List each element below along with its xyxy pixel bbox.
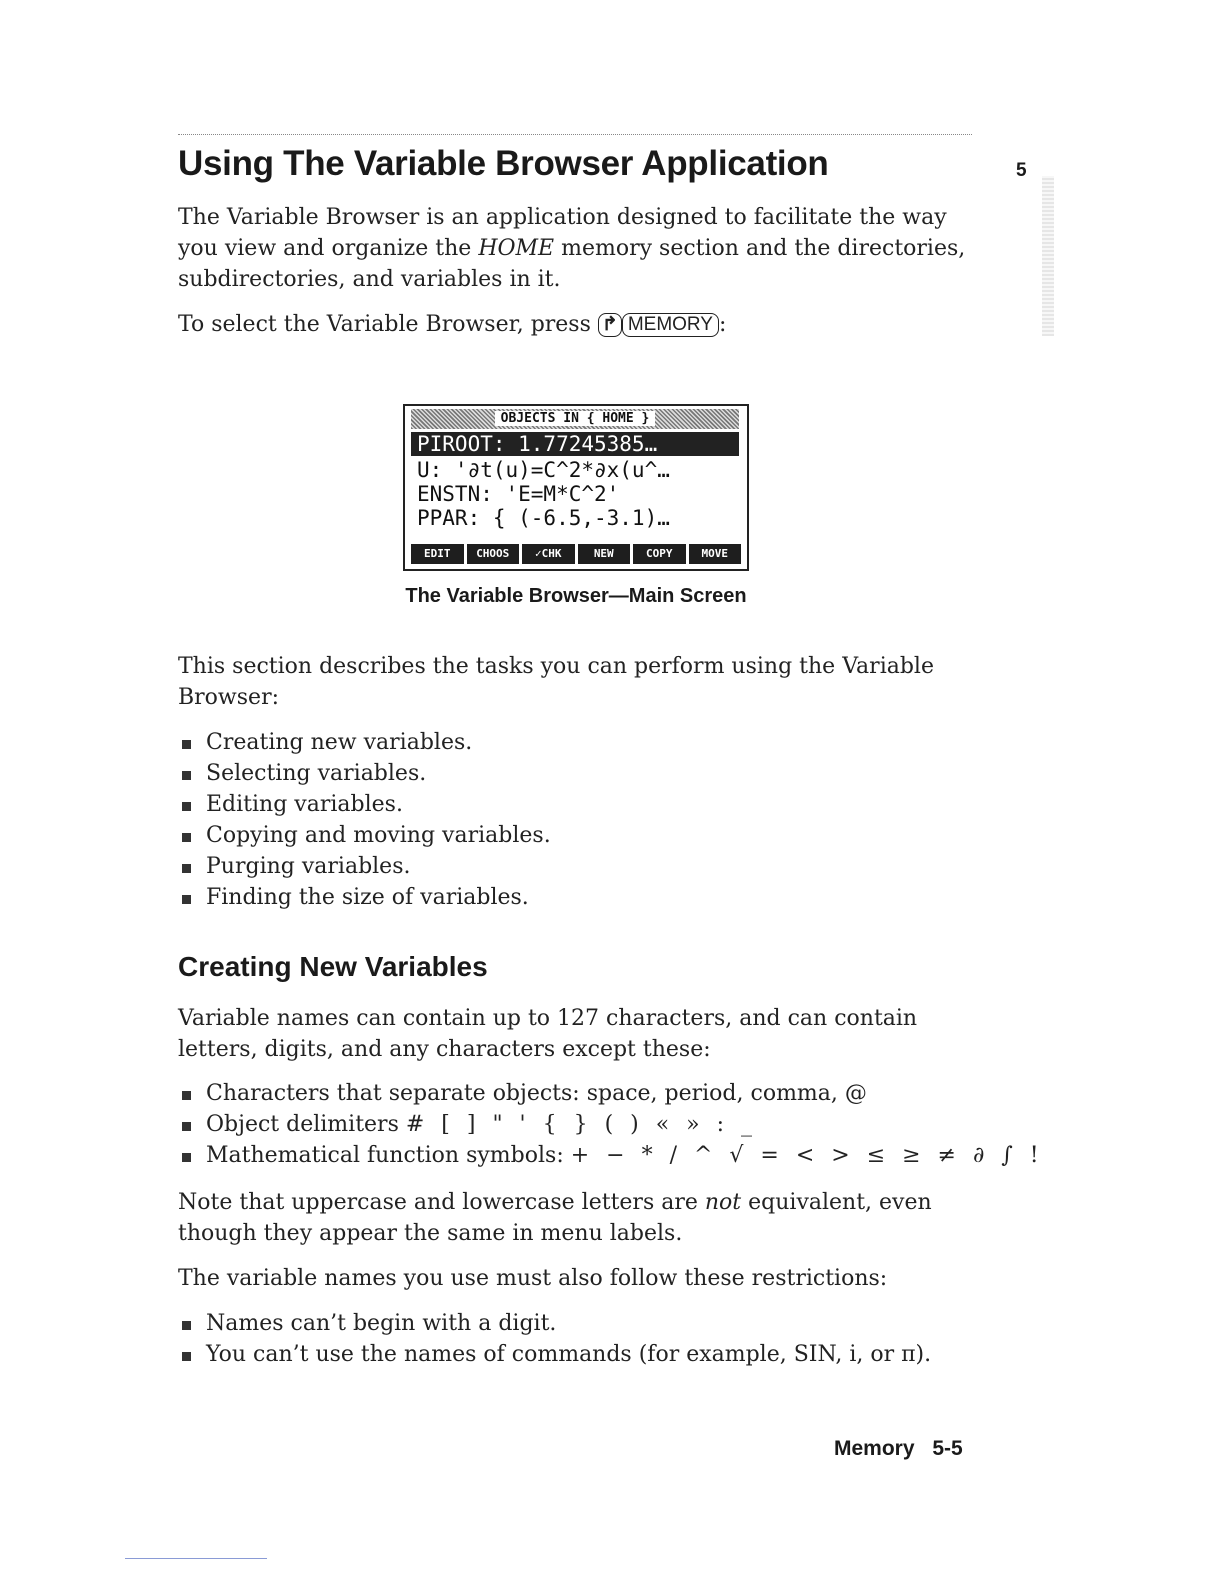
list-item: Names can’t begin with a digit. <box>178 1308 931 1339</box>
softkey-new: NEW <box>578 544 631 564</box>
task-list <box>178 727 551 913</box>
list-item: Mathematical function symbols: + − * / ^ √ = < > ≤ ≥ ≠ ∂ ∫ ! <box>178 1140 1044 1171</box>
names-paragraph: Variable names can contain up to 127 characters, and can contain letters, digits, and any characters except these: <box>178 1006 918 1062</box>
screen-header: OBJECTS IN { HOME } <box>411 409 739 429</box>
intro-paragraph: The Variable Browser is an application designed to facilitate the way you view and organize the HOME memory section and the directories, subdirectories, and variables in it. <box>178 205 966 292</box>
softkey-check: ✓CHK <box>522 544 575 564</box>
figure-caption: The Variable Browser—Main Screen <box>405 585 747 607</box>
restrictions-intro: The variable names you use must also follow these restrictions: <box>178 1266 888 1291</box>
variable-row: ENSTN: 'E=M*C^2' <box>417 482 620 506</box>
list-item: Purging variables. <box>178 851 551 882</box>
page-title: Using The Variable Browser Application <box>178 144 829 183</box>
right-shift-key-icon: ↱ <box>598 313 622 337</box>
list-item: Selecting variables. <box>178 758 551 789</box>
list-item: Editing variables. <box>178 789 551 820</box>
section-heading: Creating New Variables <box>178 951 488 982</box>
page-number: 5-5 <box>932 1437 963 1460</box>
selected-variable-row: PIROOT: 1.77245385… <box>411 432 739 456</box>
calculator-screen <box>403 404 749 571</box>
case-note: Note that uppercase and lowercase letters are not equivalent, even though they appear the same in menu labels. <box>178 1190 932 1246</box>
softkey-copy: COPY <box>633 544 686 564</box>
softkey-choose: CHOOS <box>467 544 520 564</box>
list-item: You can’t use the names of commands (for example, SIN, i, or π). <box>178 1339 931 1370</box>
page-footer <box>834 1437 963 1461</box>
variable-row: U: '∂t(u)=C^2*∂x(u^… <box>417 458 670 482</box>
memory-key: MEMORY <box>622 313 719 337</box>
select-instruction: To select the Variable Browser, press ↱ MEMORY : <box>178 312 727 337</box>
variable-row: PPAR: { (-6.5,-3.1)… <box>417 506 670 530</box>
bottom-rule <box>125 1558 267 1559</box>
list-item: Copying and moving variables. <box>178 820 551 851</box>
softkey-move: MOVE <box>689 544 742 564</box>
chapter-number: 5 <box>1016 160 1027 181</box>
softkey-edit: EDIT <box>411 544 464 564</box>
chapter-thumb-tab <box>1042 176 1054 336</box>
excluded-characters-list <box>178 1078 1044 1171</box>
list-item: Finding the size of variables. <box>178 882 551 913</box>
list-item: Object delimiters # [ ] " ' { } ( ) « » : _ <box>178 1109 1044 1140</box>
list-item: Creating new variables. <box>178 727 551 758</box>
softkey-menu <box>411 544 741 564</box>
list-item: Characters that separate objects: space, period, comma, @ <box>178 1078 1044 1109</box>
section-description: This section describes the tasks you can perform using the Variable Browser: <box>178 654 934 710</box>
restrictions-list <box>178 1308 931 1370</box>
top-rule <box>178 134 972 135</box>
home-term: HOME <box>478 236 555 261</box>
footer-section: Memory <box>834 1437 915 1460</box>
